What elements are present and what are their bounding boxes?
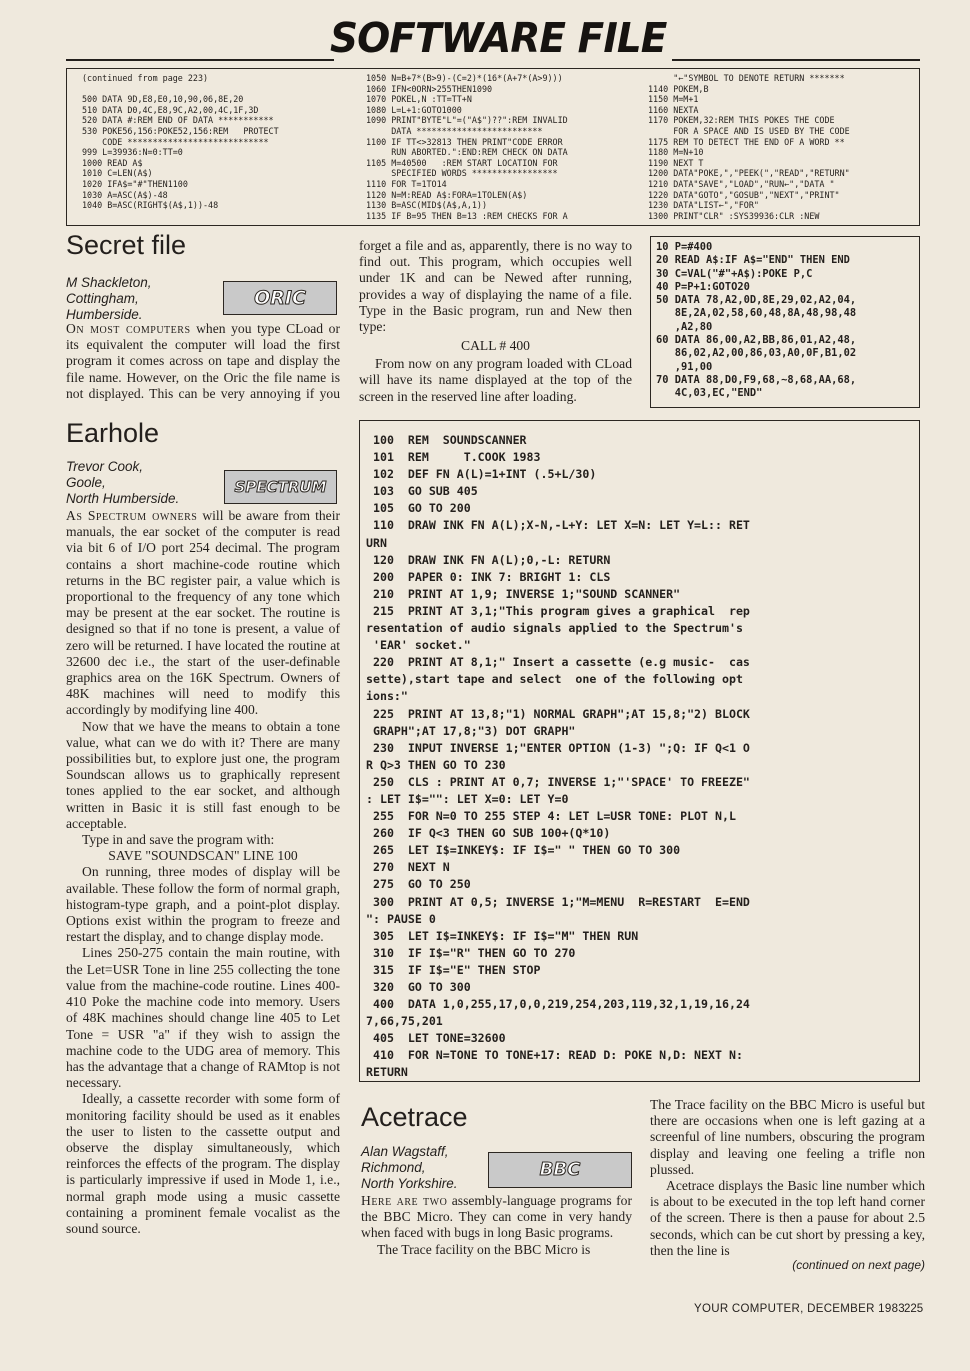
body-text: From now on any program loaded with CLoad will have its name displayed at the top of the screen in the reserved line after loading. xyxy=(359,356,632,404)
page-number: 225 xyxy=(904,1303,924,1315)
spectrum-logo-badge: SPECTRUM xyxy=(224,470,337,504)
author-line: North Yorkshire. xyxy=(361,1176,458,1191)
body-text: Lines 250-275 contain the main routine, with the Let=USR Tone in line 255 collecting the tone value from the machine-code routine. Lines 400-410 Poke the machine code into memory. Users of 48K machines should change line 405 to Let Tone = USR "a" if they wish to assign the machine code to the UDG area of memory. This has the advantage that a change of RAMtop is not necessary. xyxy=(66,945,340,1091)
body-text: On running, three modes of display will be available. These follow the form of normal graph, histogram-type graph, and a point-plot display. Options exist within the program to freeze and restart the display, and to change display mode. xyxy=(66,864,340,945)
lead-in: On most computers xyxy=(66,321,191,336)
earhole-title: Earhole xyxy=(66,418,160,448)
call-command: CALL # 400 xyxy=(461,338,530,353)
oric-listing: 10 P=#400 20 READ A$:IF A$="END" THEN END 30 C=VAL("#"+A$):POKE P,C 40 P=P+1:GOTO20 50 DATA 78,A2,0D,8E,29,02,A2,04, 8E,2A,02,58,60,48,8A,48,98,48 ,A2,80 60 DATA 86,00,A2,BB,86,01,A2,48, 86,02,A2,00,86,03,A0,0F,B1,02 ,91,00 70 DATA 88,D0,F9,68,~8,68,AA,68, 4C,03,EC,"END" xyxy=(656,241,857,400)
earhole-body xyxy=(66,508,340,1237)
author-line: M Shackleton, xyxy=(66,275,152,290)
secret-file-author xyxy=(66,275,152,323)
body-text: Type in and save the program with: xyxy=(82,832,275,848)
top-listing-col2: 1050 N=B+7*(B>9)-(C=2)*(16*(A+7*(A>9))) 1060 IFN<0ORN>255THEN1090 1070 POKEL,N :TT=TT+N 1080 L=L+1:GOTO1000 1090 PRINT"BYTE"L"=("A$")??":REM INVALID DATA ************************* 1100 IF TT<>32813 THEN PRINT"CODE ERROR RUN ABORTED.":END:REM CHECK ON DATA 1105 M=40500 :REM START LOCATION FOR SPECIFIED WORDS ***************** 1110 FOR T=1TO14 1120 N=M:READ A$:FORA=1TOLEN(A$) 1130 B=ASC(MID$(A$,A,1)) 1135 IF B=95 THEN B=13 :REM CHECKS FOR A xyxy=(366,73,568,221)
bbc-logo-badge: BBC xyxy=(488,1152,632,1188)
body-text: Ideally, a cassette recorder with some form of monitoring facility should be used as it enables the user to listen to the cassette output and observe the display simultaneously, which reinforces the effects of the program. The display is particularly impressive if used in Mode 1, i.e., normal graph mode using a music cassette containing a prominent female vocalist as the sound source. xyxy=(66,1091,340,1236)
footer-publication: YOUR COMPUTER, DECEMBER 1983 xyxy=(694,1303,905,1315)
body-text: The Trace facility on the BBC Micro is useful but there are occasions when one is left gazing at a screenful of line numbers, obscuring the program display and leaving one feeling a trifle non plussed. xyxy=(650,1097,925,1177)
author-line: Richmond, xyxy=(361,1160,426,1175)
header-rule-left xyxy=(66,59,334,61)
save-command: SAVE "SOUNDSCAN" LINE 100 xyxy=(108,848,298,864)
top-listing-col1: (continued from page 223) 500 DATA 9D,E8,E0,10,90,06,8E,20 510 DATA D0,4C,E8,9C,A2,00,4C,1F,3D 520 DATA #:REM END OF DATA *********** 530 POKE56,156:POKE52,156:REM PROTECT CODE **************************** 999 L=39936:N=0:TT=0 1000 READ A$ 1010 C=LEN(A$) 1020 IFA$="#"THEN1100 1030 A=ASC(A$)-48 1040 B=ASC(RIGHT$(A$,1))-48 xyxy=(82,73,279,211)
acetrace-title: Acetrace xyxy=(361,1102,468,1132)
author-line: North Humberside. xyxy=(66,491,180,506)
body-text: Now that we have the means to obtain a tone value, what can we do with it? There are many possibilities but, to explore just one, the program Soundscan allows us to graphically represent tones applied to the ear socket, and although written in Basic it is still fast enough to be acceptable. xyxy=(66,718,340,831)
body-text: when you type CLoad or its equivalent the computer will load the first program it comes across on tape and display the file name. However, on the Oric the file name is not displayed. This can be very annoying if you xyxy=(66,321,340,401)
earhole-author xyxy=(66,459,179,507)
body-text: Acetrace displays the Basic line number which is about to be executed in the top left hand corner of the screen. There is then a pause for about 2.5 seconds, which can be cut short by pressing a key, then the line is xyxy=(650,1178,925,1258)
secret-file-body-col1 xyxy=(66,321,340,403)
author-line: Goole, xyxy=(66,475,106,490)
secret-file-body-col2: forget a file and as, apparently, there is no way to find out. This program, which occupies well under 1K and can be Newed after running, provides a way of displaying the name of a file. Type in the Basic program, run and New then type: CALL # 400 From now on any program loaded with CLoad will have its name displayed at the top of the screen in the reserved line after loading. xyxy=(359,239,632,404)
acetrace-body-col1: Here are two assembly-language programs for the BBC Micro. They can come in very handy when faced with bugs in long Basic programs. The Trace facility on the BBC Micro is xyxy=(361,1193,632,1257)
acetrace-body-col2 xyxy=(650,1097,925,1259)
header-rule-right xyxy=(672,59,920,61)
author-line: Cottingham, xyxy=(66,291,139,306)
acetrace-author xyxy=(361,1144,458,1192)
body-text: assembly-language programs for the BBC Micro. They can come in very handy when faced with bugs in long Basic programs. xyxy=(361,1193,632,1241)
continued-note: (continued on next page) xyxy=(792,1258,925,1272)
lead-in: As Spectrum owners xyxy=(66,508,198,523)
spectrum-listing: 100 REM SOUNDSCANNER 101 REM T.COOK 1983 102 DEF FN A(L)=1+INT (.5+L/30) 103 GO SUB 405 105 GO TO 200 110 DRAW INK FN A(L);X-N,-L+Y: LET X=N: LET Y=L:: RET URN 120 DRAW INK FN A(L);0,-L: RETURN 200 PAPER 0: INK 7: BRIGHT 1: CLS 210 PRINT AT 1,9; INVERSE 1;"SOUND SCANNER" 215 PRINT AT 3,1;"This program gives a graphical rep resentation of audio signals applied to the Spectrum's 'EAR' socket." 220 PRINT AT 8,1;" Insert a cassette (e.g music- cas sette),start tape and select one of the following opt ions:" 225 PRINT AT 13,8;"1) NORMAL GRAPH";AT 15,8;"2) BLOCK GRAPH";AT 17,8;"3) DOT GRAPH" 230 INPUT INVERSE 1;"ENTER OPTION (1-3) ";Q: IF Q<1 O R Q>3 THEN GO TO 230 250 CLS : PRINT AT 0,7; INVERSE 1;"'SPACE' TO FREEZE" : LET I$="": LET X=0: LET Y=0 255 FOR N=0 TO 255 STEP 4: LET L=USR TONE: PLOT N,L 260 IF Q<3 THEN GO SUB 100+(Q*10) 265 LET I$=INKEY$: IF I$=" " THEN GO TO 300 270 NEXT N 275 GO TO 250 300 PRINT AT 0,5; INVERSE 1;"M=MENU R=RESTART E=END ": PAUSE 0 305 LET I$=INKEY$: IF I$="M" THEN RUN 310 IF I$="R" THEN GO TO 270 315 IF I$="E" THEN STOP 320 GO TO 300 400 DATA 1,0,255,17,0,0,219,254,203,119,32,1,19,16,24 7,66,75,201 405 LET TONE=32600 410 FOR N=TONE TO TONE+17: READ D: POKE N,D: NEXT N: RETURN xyxy=(366,433,750,1080)
top-listing-col3: "←"SYMBOL TO DENOTE RETURN ******* 1140 POKEM,B 1150 M=M+1 1160 NEXTA 1170 POKEM,32:REM THIS POKES THE CODE FOR A SPACE AND IS USED BY THE CODE 1175 REM TO DETECT THE END OF A WORD ** 1180 M=N+10 1190 NEXT T 1200 DATA"POKE,","PEEK(","READ","RETURN" 1210 DATA"SAVE","LOAD","RUN←","DATA " 1220 DATA"GOTO","GOSUB","NEXT","PRINT" 1230 DATA"LIST←","FOR" 1300 PRINT"CLR" :SYS39936:CLR :NEW xyxy=(648,73,850,221)
secret-file-title: Secret file xyxy=(66,230,187,260)
author-line: Humberside. xyxy=(66,307,143,322)
page-title: SOFTWARE FILE xyxy=(330,14,667,62)
author-line: Trevor Cook, xyxy=(66,459,144,474)
oric-logo-badge: ORIC xyxy=(223,281,337,315)
body-text: will be aware from their manuals, the ear socket of the computer is read via bit 6 of I/O port 254 decimal. The program contains a short machine-code routine which returns in the BC register pair, a value which is proportional to the frequency of any tone which may be present at the ear socket. The routine is designed so that if no tone is present, a value of zero will be returned. I have located the routine at 32600 dec i.e., the start of the user-definable graphics area on the 16K Spectrum. Owners of 48K machines will need to modify this accordingly by modifying line 400. xyxy=(66,508,340,718)
lead-in: Here are two xyxy=(361,1193,448,1208)
author-line: Alan Wagstaff, xyxy=(361,1144,449,1159)
